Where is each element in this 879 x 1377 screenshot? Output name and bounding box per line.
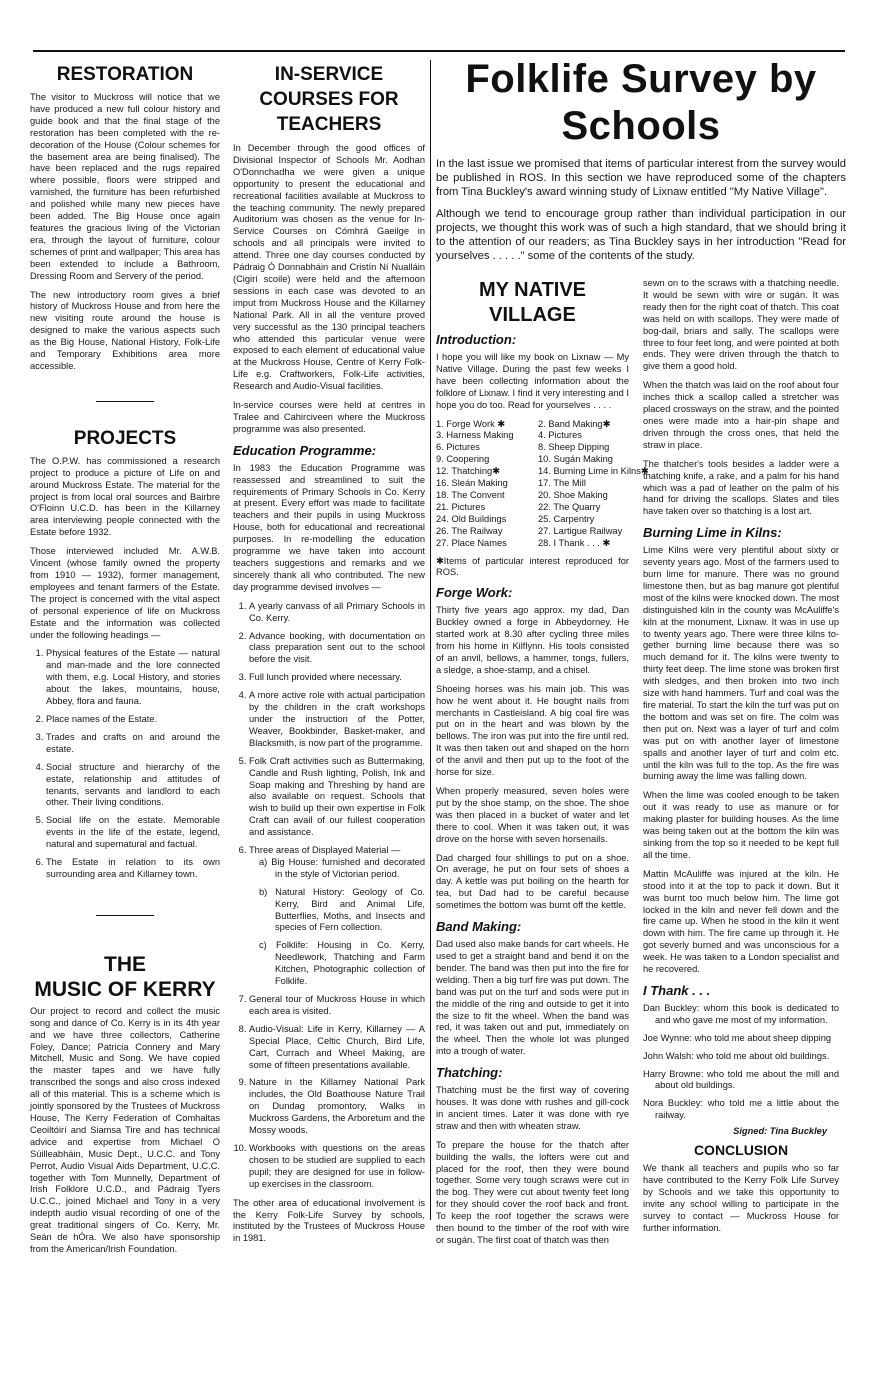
- column-middle: [233, 60, 425, 1252]
- projects-paragraph: Those interviewed included Mr. A.W.B. Vincent (whose family owned the property from 1910 — 1932), former management, employees and tenant farmers of the Estate. The project is concerned with the vital aspect of personal experience of life on Muckross Estate and the information was collected under the following headings —: [30, 546, 220, 640]
- inservice-paragraph: In December through the good offices of Divisional Inspector of Schools Mr. Aodhan O'Donnchadha we were given a unique opportunity to present the educational and recreational facilities available at Muckross to the teaching community. The newly prepared Auditorium was chosen as the venue for In-Service Courses on Cómhrá Gaeilge in schools and all principals were invited to attend. Three one day courses conducted by Pádraig Ó Donnabháin and Cristín Ní Nualláin (Cigirí scoile) were held and the afternoon sessions in each case was devoted to an imput from Muckross House and the Killarney National Park. All in all the venture proved very successful as the 130 principal teachers who attended this particular venue were exposed to each element of educational value at the Muckross House, Centre of Kerry Folk-Life e.g. Craftworkers, Folk-Life activities, Research and Audio-Visual facilities.: [233, 143, 425, 392]
- chapter-item: 24. Old Buildings: [436, 513, 507, 524]
- folklife-feature-header: [436, 56, 846, 273]
- signature: Signed: Tina Buckley: [733, 1126, 827, 1137]
- list-item: 3. Full lunch provided where necessary.: [249, 672, 425, 684]
- lime-paragraph: When the lime was cooled enough to be taken out it was ready to use as manure or for making plaster for building houses. As the lime was being taken out at the bottom the kiln was sinking from the top so it needed to be kept full all the time.: [643, 790, 839, 860]
- chapter-item: 25. Carpentry: [538, 513, 595, 524]
- list-item: 1. A yearly canvass of all Primary Schools in Co. Kerry.: [249, 601, 425, 625]
- education-list: [233, 601, 425, 1191]
- list-item: 2. Place names of the Estate.: [46, 714, 220, 726]
- chapter-item: 1. Forge Work ✱: [436, 418, 506, 429]
- thanks-item: Harry Browne: who told me about the mill and about old buildings.: [643, 1068, 839, 1091]
- sublist-item: a) Big House: furnished and decorated in the style of Victorian period.: [259, 856, 425, 879]
- list-item: 8. Audio-Visual: Life in Kerry, Killarney — A Special Place, Celtic Church, Bird Life, Cart, Currach and Wheel Making, are some of fifteen presentations available.: [249, 1024, 425, 1072]
- restoration-paragraph: The new introductory room gives a brief history of Muckross House and from here the new visiting route around the house is designed to make the various aspects such as the Big House, National History, Folk-Life and Temporary Exhibitions area more accessible.: [30, 289, 220, 371]
- chapter-item: 8. Sheep Dipping: [538, 442, 610, 453]
- thanks-item: Nora Buckley: who told me a little about the railway.: [643, 1098, 839, 1121]
- chapter-item: 2. Band Making✱: [538, 418, 611, 429]
- chapter-item: 20. Shoe Making: [538, 489, 608, 500]
- folklife-heading-line: Schools: [561, 104, 721, 148]
- section-divider: [96, 915, 154, 916]
- list-item: 9. Nature in the Killarney National Park includes, the Old Boathouse Nature Trail on Dundag promontory, Walks in Muckross Gardens, the Arboretum and the Mossy woods.: [249, 1077, 425, 1137]
- list-item: 3. Trades and crafts on and around the estate.: [46, 732, 220, 756]
- music-heading: [30, 952, 220, 1002]
- folklife-intro: In the last issue we promised that items of particular interest from the survey would be published in ROS. In this section we have reproduced some of the chapters from Tina Buckley's award winning study of Lixnaw entitled "My Native Village".: [436, 158, 846, 198]
- inservice-heading-line: COURSES FOR: [259, 89, 399, 110]
- conclusion-heading: CONCLUSION: [693, 1142, 789, 1159]
- chapter-item: 14. Burning Lime in Kilns✱: [538, 466, 649, 477]
- forge-paragraph: When properly measured, seven holes were put by the shoe stamp, on the shoe. The shoe was then placed in a bucket of water and let there to cool. When it was taken out, it was drove on the horse with seven horsenails.: [436, 786, 629, 844]
- chapter-item: 6. Pictures: [436, 442, 480, 453]
- education-paragraph: In 1983 the Education Programme was reassessed and streamlined to suit the requirements of Primary Schools in Co. Kerry at present. Every effort was made to facilitate teachers and their pupils in using Muckross House, both for educational and recreational purposes. In re-modelling the education programme we have taken into account teachers suggestions and remarks and we sincerely thank all who contributed. The new day programme devised involves —: [233, 462, 425, 592]
- list-item: 5. Social life on the estate. Memorable events in the life of the estate, legend, natural and supernatural and factual.: [46, 815, 220, 851]
- inservice-heading-line: TEACHERS: [276, 114, 382, 135]
- projects-heading: PROJECTS: [73, 427, 177, 449]
- thanks-item: John Walsh: who told me about old buildings.: [643, 1050, 830, 1061]
- village-column-left: [436, 278, 649, 1254]
- folklife-heading-line: Folklife Survey by: [465, 57, 817, 101]
- chapter-note: ✱Items of particular interest reproduced for ROS.: [436, 555, 629, 578]
- inservice-paragraph: In-service courses were held at centres in Tralee and Cahirciveen where the Muckross programme was also presented.: [233, 400, 425, 434]
- lime-paragraph: Mattin McAuliffe was injured at the kiln. He stood into it at the top to pack it down. But it was burnt too much below him. The lime got locked in the kiln and never fell down and the fire came up. When he stood in the kiln it went down with him. The fire came up through it. He got severly burned and was unconscious for a week. He was taken to a London specialist and he recovered.: [643, 868, 839, 975]
- list-item: 4. Social structure and hierarchy of the estate, relationship and attitudes of tenants, servants and landlord to each other. Their living conditions.: [46, 762, 220, 810]
- band-heading: Band Making:: [436, 919, 522, 935]
- thanks-list: [643, 1003, 839, 1122]
- village-heading: [436, 278, 629, 328]
- sublist-item: c) Folklife: Housing in Co. Kerry, Needlework, Thatching and Farm Kitchen, Photographic collection of Folklife.: [259, 940, 425, 987]
- list-item-text: Three areas of Displayed Material —: [249, 845, 401, 856]
- thanks-item: Joe Wynne: who told me about sheep dipping: [643, 1032, 832, 1043]
- projects-paragraph: The O.P.W. has commissioned a research project to produce a picture of Life on and around Muckross Estate. The material for the project is from local oral sources and Bairbre O'Floinn U.C.D. has been in the Killarney area interviewing people connected with the Estate before 1932.: [30, 455, 220, 538]
- village-heading-line: VILLAGE: [489, 304, 576, 326]
- chapter-item: 22. The Quarry: [538, 501, 601, 512]
- signature-line: [643, 1126, 827, 1138]
- chapter-list: [436, 418, 649, 550]
- music-heading-line: THE: [104, 952, 146, 976]
- list-item: [249, 845, 425, 988]
- thatching-paragraph: To prepare the house for the thatch after building the walls, the lofters were cut and placed for the roof, then they were bound together. Some very tough scraws were cut in the bog. They were cut about twenty feet long for they should cover the roof back and front. To keep the roof together the scraws were then bound to the timber of the roof with wire or sugán. The first coat of thatch was then: [436, 1139, 629, 1245]
- chapter-item: 16. Sleán Making: [436, 478, 508, 489]
- folklife-heading: [436, 56, 846, 150]
- thatching-paragraph: Thatching must be the first way of covering houses. It was done with rushes and gill-cock in ancient times. Later it was done with rye straw and then with wheaten straw.: [436, 1085, 629, 1131]
- restoration-paragraph: The visitor to Muckross will notice that we have produced a new full colour history and guide book and that the final stage of the restoration has been completed with the re-decoration of the House (Colour schemes for the basement area are being finalised). The have been replaced and the rugs repaired where possible, floors were stripped and varnished, the furniture has been refurbished and polished while many new pieces have been added. The Big House once again features the gracious living of the Victorian era, through the layout of furniture, colour schemes of print and wallpaper; This area has been extended to include a Bathroom, Dressing Room and Servery of the period.: [30, 92, 221, 281]
- chapter-item: 27. Lartigue Railway: [538, 525, 623, 536]
- list-item: 1. Physical features of the Estate — natural and man-made and the lore connected with them, e.g. Local History, and stories about the lakes, mountains, house, Abbey, flora and fauna.: [46, 648, 220, 708]
- chapter-item: 18. The Convent: [436, 489, 505, 500]
- top-rule: [33, 50, 845, 52]
- village-heading-line: MY NATIVE: [478, 279, 587, 301]
- thatching-heading: Thatching:: [436, 1065, 503, 1081]
- thatching-paragraph: When the thatch was laid on the roof about four inches thick a scallop called a stretcher was placed crossways on the straw, and the pointed ones were made into a hair-pin shape and driven through the cross ones, that held the straw in place.: [643, 380, 839, 450]
- list-item: 6. The Estate in relation to its own surrounding area and Killarney town.: [46, 857, 220, 881]
- chapter-item: 4. Pictures: [538, 430, 582, 441]
- chapter-item: 27. Place Names: [436, 537, 507, 548]
- band-paragraph: Dad used also make bands for cart wheels. He used to get a straight band and bend it on the bender. The band was then put into the fire for welding. Then a big turf fire was put down. The band was put on the turf and sods were put in the middle of the ring and outside to get it into the size to fit the wheel. When the band was red, it was taken out and put, immediately on the wheel. Then the whole lot was plunged into a trough of water.: [436, 939, 629, 1057]
- displayed-material-sublist: [249, 857, 425, 988]
- chapter-item: 21. Pictures: [436, 501, 486, 512]
- lime-heading: Burning Lime in Kilns:: [643, 525, 782, 541]
- chapter-item: 17. The Mill: [538, 478, 586, 489]
- music-heading-line: MUSIC OF KERRY: [34, 977, 216, 1001]
- list-item: 4. A more active role with actual participation by the children in the craft workshops under the instruction of the Potter, Weaver, Bookbinder, Basket-maker, and Blacksmith, is now part of the programme.: [249, 690, 425, 750]
- section-divider: [96, 401, 154, 402]
- column-divider: [430, 60, 431, 1220]
- chapter-item: 10. Sugán Making: [538, 454, 613, 465]
- column-left: [30, 60, 220, 1263]
- thanks-item: Dan Buckley: whom this book is dedicated to and who gave me most of my information.: [643, 1002, 839, 1025]
- chapter-item: 9. Coopering: [436, 454, 490, 465]
- education-closing: The other area of educational involvement is the Kerry Folk-Life Survey by schools, instituted by the Trustees of Muckross House in 1981.: [233, 1197, 425, 1244]
- restoration-heading: RESTORATION: [56, 64, 194, 85]
- chapter-item: 26. The Railway: [436, 525, 503, 536]
- thatching-paragraph: The thatcher's tools besides a ladder were a thatching knife, a rake, and a palm for his hand which was a pad of leather on the palm of his hand for driving the scallops. Slates and tiles have taken over so thatching is a lost art.: [643, 458, 839, 517]
- forge-paragraph: Shoeing horses was his main job. This was how he went about it. He bought nails from merchants in Castleisland. A big coal fire was put on in the heart and was blown by the bellows. The iron was put into the fire until red. It was then taken out and shaped on the horn of the anvil and then put up to the foot of the horse for size.: [436, 683, 629, 778]
- chapter-item: 28. I Thank . . . ✱: [538, 537, 611, 548]
- inservice-heading-line: IN-SERVICE: [274, 64, 384, 85]
- folklife-intro: Although we tend to encourage group rather than individual participation in our projects, we thought this work was of such a high standard, that we should bring it to the attention of our readers; as Tina Buckley says in her introduction "Read for yourselves . . . . ." some of the contents of the study.: [436, 208, 846, 262]
- music-paragraph: Our project to record and collect the music song and dance of Co. Kerry is in its 4th year and we have three collectors, Catherine Foley, Dance; Patricia Connery and Mary Mitchell, Music and Song. We have copied the master tapes and we have fully transcribed the songs and also cross indexed all of this material. This is a scheme which is jointly sponsored by the Trustees of Muckross House, The Kerry Federation of Comhaltas Ceoiltóirí and Siamsa Tire and has technical advice and expertise from Michael O Súilleabháin, Music Dept., U.C.C. and Tony Perrot, Audio Visual Aids Department, U.C.C. together with Tom Munnelly, Department of Irish Folklore U.C.D., and Pádraig Tyers U.C.C., joined Michael and Tony in a very indepth audio visual recording of one of the great traditional singers of Co. Kerry, Mr. Seán de hÓra. We also have sponsorship from the American/Irish Foundation.: [30, 1005, 220, 1254]
- inservice-heading: [233, 62, 425, 137]
- lime-paragraph: Lime Kilns were very plentiful about sixty or seventy years ago. Most of the farmers used to burn lime for manure. There was no ground limestone then, but as bag manure got plentiful most of the kilns were knocked down. The most distinguished kiln in the county was McAuliffe's kiln at the monument, Lixnaw. It was in use up to twenty years ago. There were three kilns to-gether burning lime because there was so much demand for it. The kilns were twenty to thirty feet deep. The lime stone was broken first with sledges, and then broken into two inch size with hand hammers. Turf and coal was the fire material. To start the kiln the turf was put on the bottom and was set on fire. The colm was then put on. Next was a layer of turf and colm was put on with another layer of limestone spalls and another layer of turf and colm etc. until the kiln was full to the top. As the fire was burning away the lime was falling down.: [643, 545, 839, 782]
- conclusion-paragraph: We thank all teachers and pupils who so far have contributed to the Kerry Folk Life Survey by Schools and we take this opportunity to invite any school willing to participate in the survey to contact — Muckross House for further information.: [643, 1163, 839, 1233]
- forge-paragraph: Dad charged four shillings to put on a shoe. On average, he put on four sets of shoes a day. A kettle was put boiling on the hearth for tea, but Dad had to be careful because sometimes the bottom was burnt off the kettle.: [436, 852, 629, 911]
- list-item: 5. Folk Craft activities such as Buttermaking, Candle and Rush lighting, Polish, Ink and Soap making and Threshing by hand are also available on request. Schools that wish to build up their own expertise in Folk Craft can avail of our fullest cooperation and assistance.: [249, 756, 425, 839]
- village-column-right: [643, 278, 839, 1242]
- introduction-paragraph: I hope you will like my book on Lixnaw — My Native Village. During the past few weeks I have been collecting information about the folklore of Lixnaw. I find it very interesting and I hope you do too. Read for yourselves . . . .: [436, 352, 629, 410]
- education-heading: Education Programme:: [233, 442, 377, 458]
- chapter-item: 3. Harness Making: [436, 430, 514, 441]
- list-item: 2. Advance booking, with documentation on class preparation sent out to the school before the visit.: [249, 631, 425, 667]
- chapter-item: 12. Thatching✱: [436, 466, 500, 477]
- introduction-heading: Introduction:: [436, 332, 517, 347]
- list-item: 10. Workbooks with questions on the areas chosen to be studied are supplied to each pupil; they are designed for use in follow-up exercises in the classroom.: [249, 1143, 425, 1191]
- projects-headings-list: [30, 648, 220, 880]
- thank-heading: I Thank . . .: [643, 982, 711, 998]
- sublist-item: b) Natural History: Geology of Co. Kerry, Bird and Animal Life, Butterflies, Moths, and Insects and species of Fern collection.: [259, 886, 425, 933]
- forge-paragraph: Thirty five years ago approx. my dad, Dan Buckley owned a forge in Abbeydorney. He started work at 8.30 after cycling three miles from his home in Kilflynn. His tools consisted of an anvil, bellows, a hammer, tongs, fullers, a sledge, a shoe-stamp, and a chisel.: [436, 605, 629, 675]
- forge-heading: Forge Work:: [436, 585, 513, 601]
- thatching-paragraph: sewn on to the scraws with a thatching needle. It would be sewn with wire or sugán. It was ready then for the right coat of thatch. This coat was held on with scallops. They were made of bog-dail, briars and sally. The scallops were three to four feet long, and were pointed at both ends. They were driven through the thatch to give them a good hold.: [643, 278, 839, 372]
- list-item: 7. General tour of Muckross House in which each area is visited.: [249, 994, 425, 1018]
